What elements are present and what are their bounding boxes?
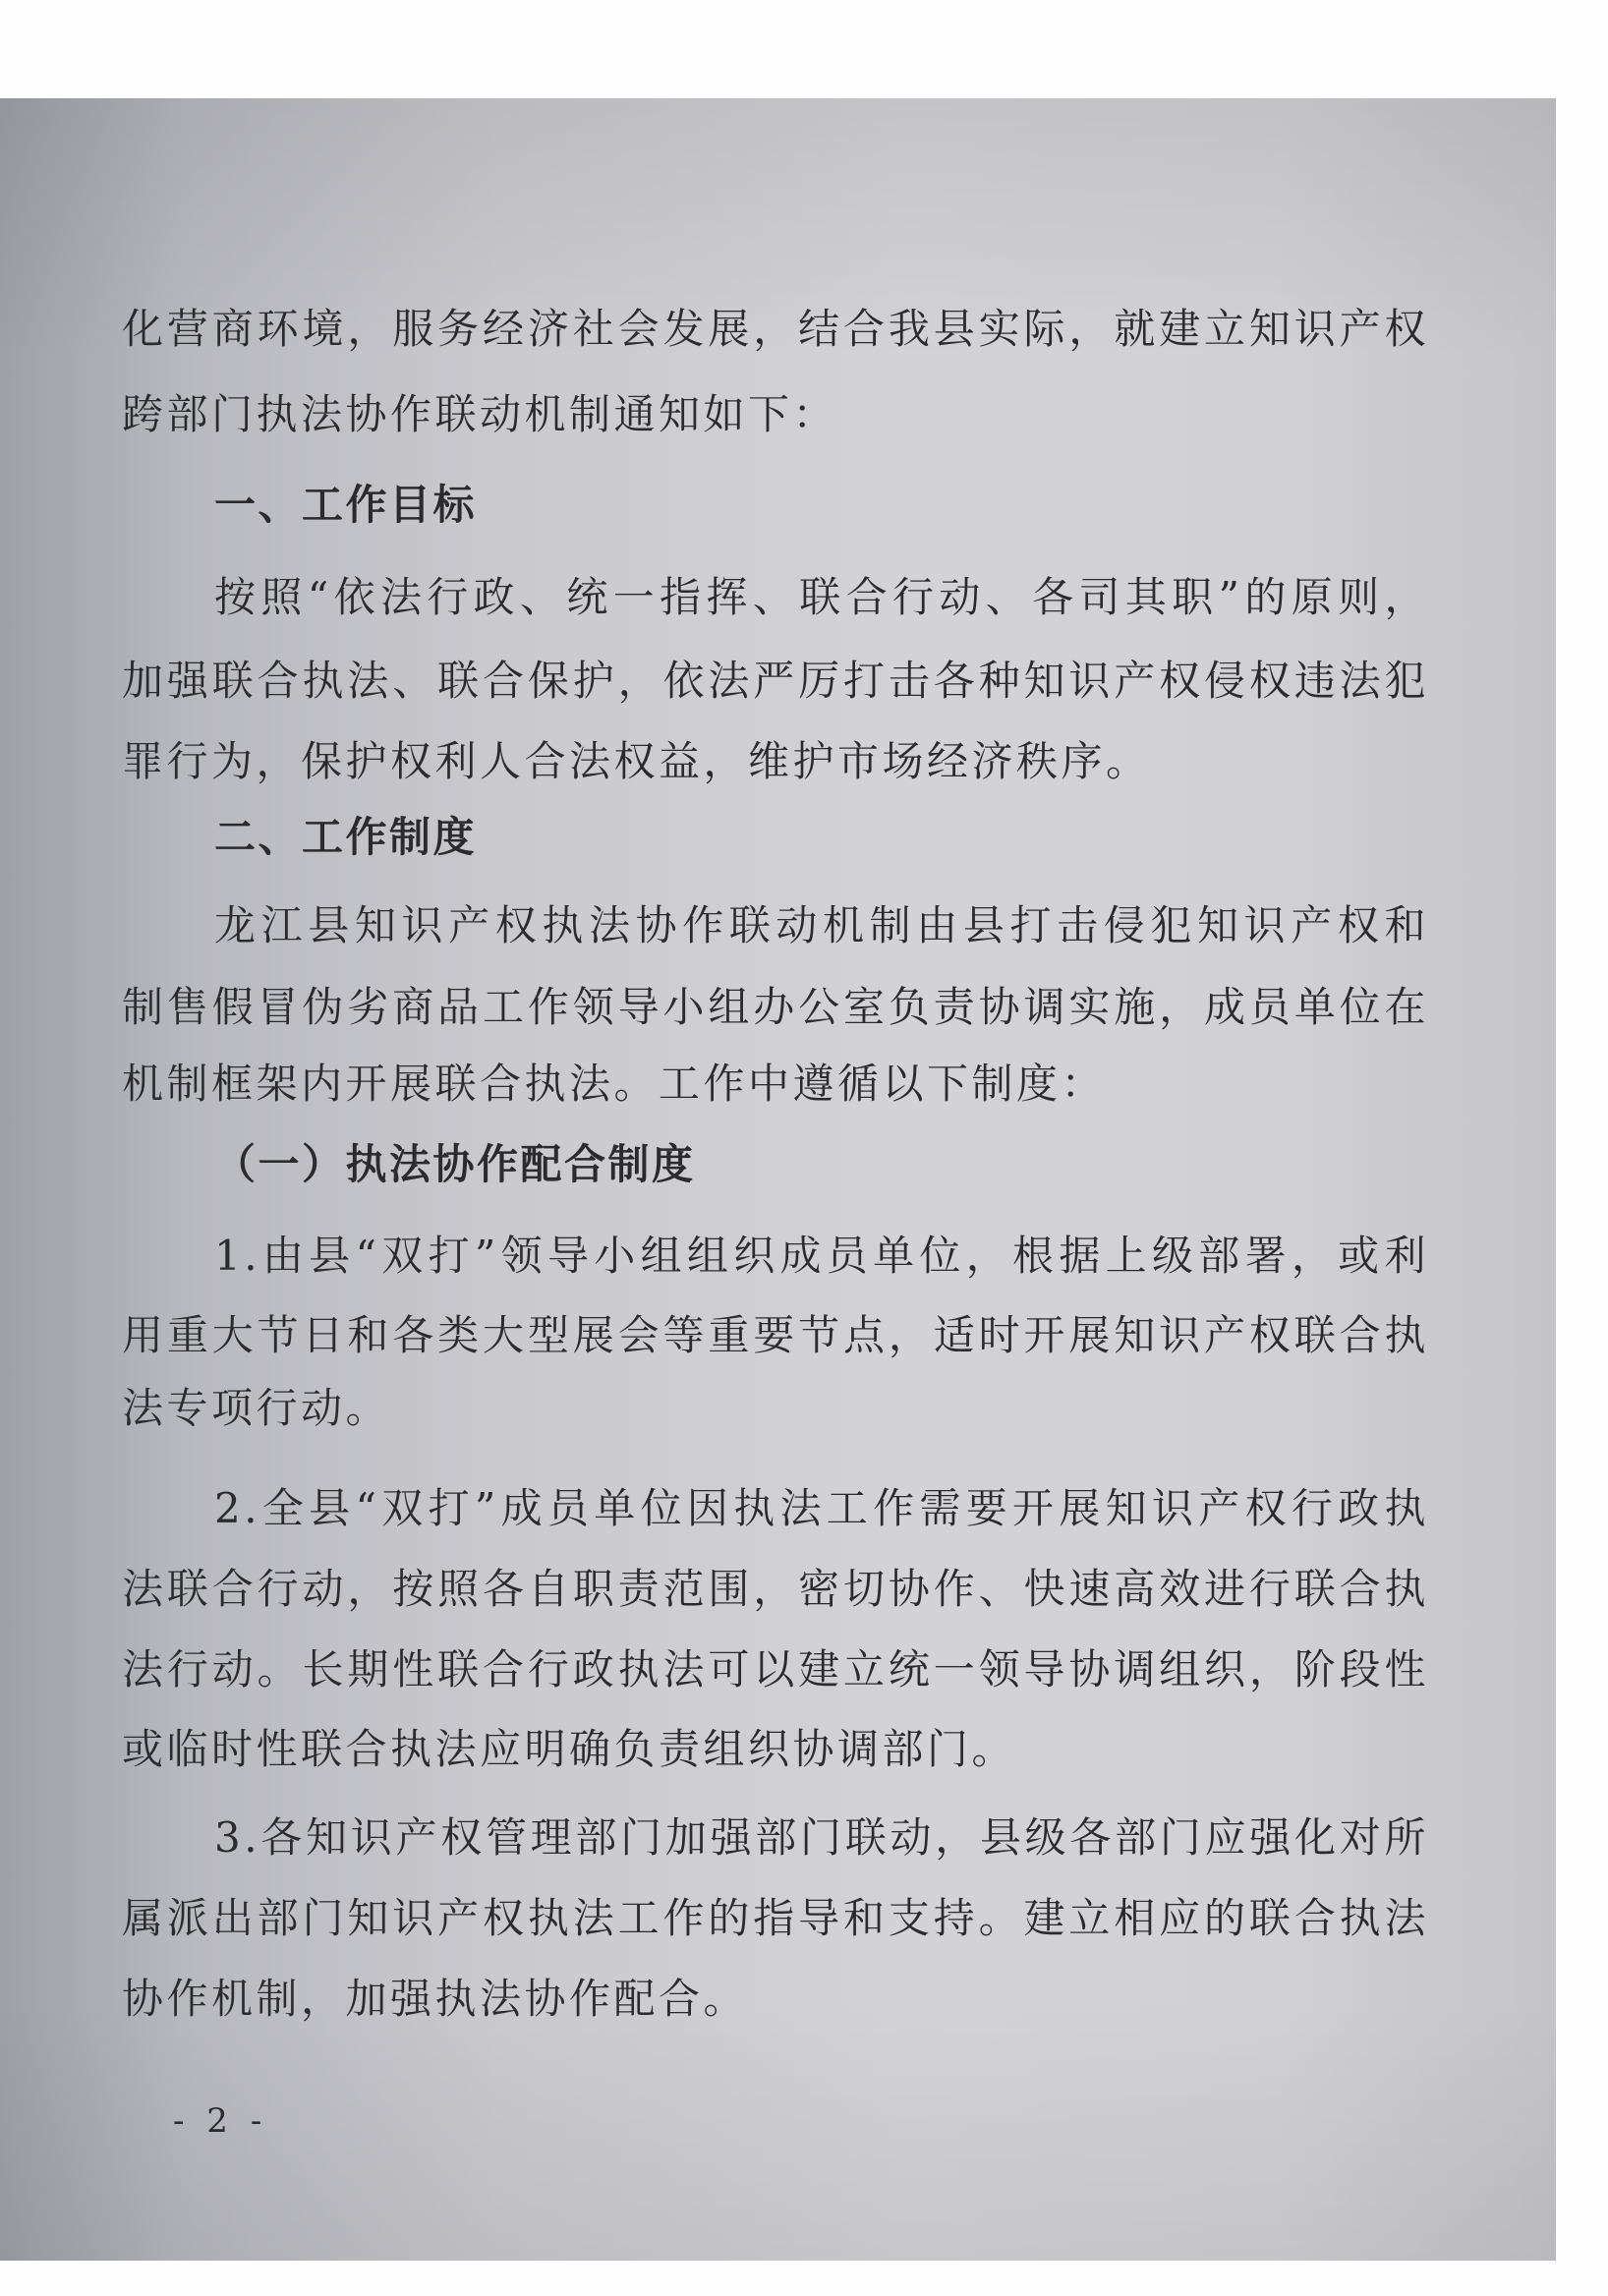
- page-number: - 2 -: [173, 2101, 268, 2141]
- text-line: 机制框架内开展联合执法。工作中遵循以下制度：: [122, 1060, 1107, 1108]
- text-line: 1.由县“双打”领导小组组织成员单位，根据上级部署，或利: [214, 1232, 1429, 1280]
- section-heading: 一、工作目标: [214, 481, 478, 529]
- section-heading: 二、工作制度: [214, 813, 478, 861]
- subsection-heading: （一）执法协作配合制度: [214, 1140, 696, 1188]
- text-line: 协作机制，加强执法协作配合。: [122, 1975, 749, 2023]
- text-line: 属派出部门知识产权执法工作的指导和支持。建立相应的联合执法: [122, 1894, 1429, 1942]
- text-line: 法行动。长期性联合行政执法可以建立统一领导协调组织，阶段性: [122, 1645, 1429, 1693]
- text-line: 法联合行动，按照各自职责范围，密切协作、快速高效进行联合执: [122, 1565, 1429, 1613]
- text-line: 用重大节日和各类大型展会等重要节点，适时开展知识产权联合执: [122, 1311, 1429, 1359]
- text-line: 按照“依法行政、统一指挥、联合行动、各司其职”的原则，: [214, 573, 1429, 621]
- text-line: 3.各知识产权管理部门加强部门联动，县级各部门应强化对所: [214, 1813, 1429, 1862]
- text-line: 法专项行动。: [122, 1384, 391, 1432]
- text-line: 或临时性联合执法应明确负责组织协调部门。: [122, 1725, 1017, 1773]
- text-line: 加强联合执法、联合保护，依法严厉打击各种知识产权侵权违法犯: [122, 657, 1429, 705]
- text-line: 化营商环境，服务经济社会发展，结合我县实际，就建立知识产权: [122, 305, 1429, 353]
- text-line: 2.全县“双打”成员单位因执法工作需要开展知识产权行政执: [214, 1484, 1429, 1532]
- text-line: 制售假冒伪劣商品工作领导小组办公室负责协调实施，成员单位在: [122, 983, 1429, 1031]
- text-line: 罪行为，保护权利人合法权益，维护市场经济秩序。: [122, 737, 1151, 785]
- text-line: 龙江县知识产权执法协作联动机制由县打击侵犯知识产权和: [214, 901, 1429, 949]
- text-line: 跨部门执法协作联动机制通知如下：: [122, 390, 838, 438]
